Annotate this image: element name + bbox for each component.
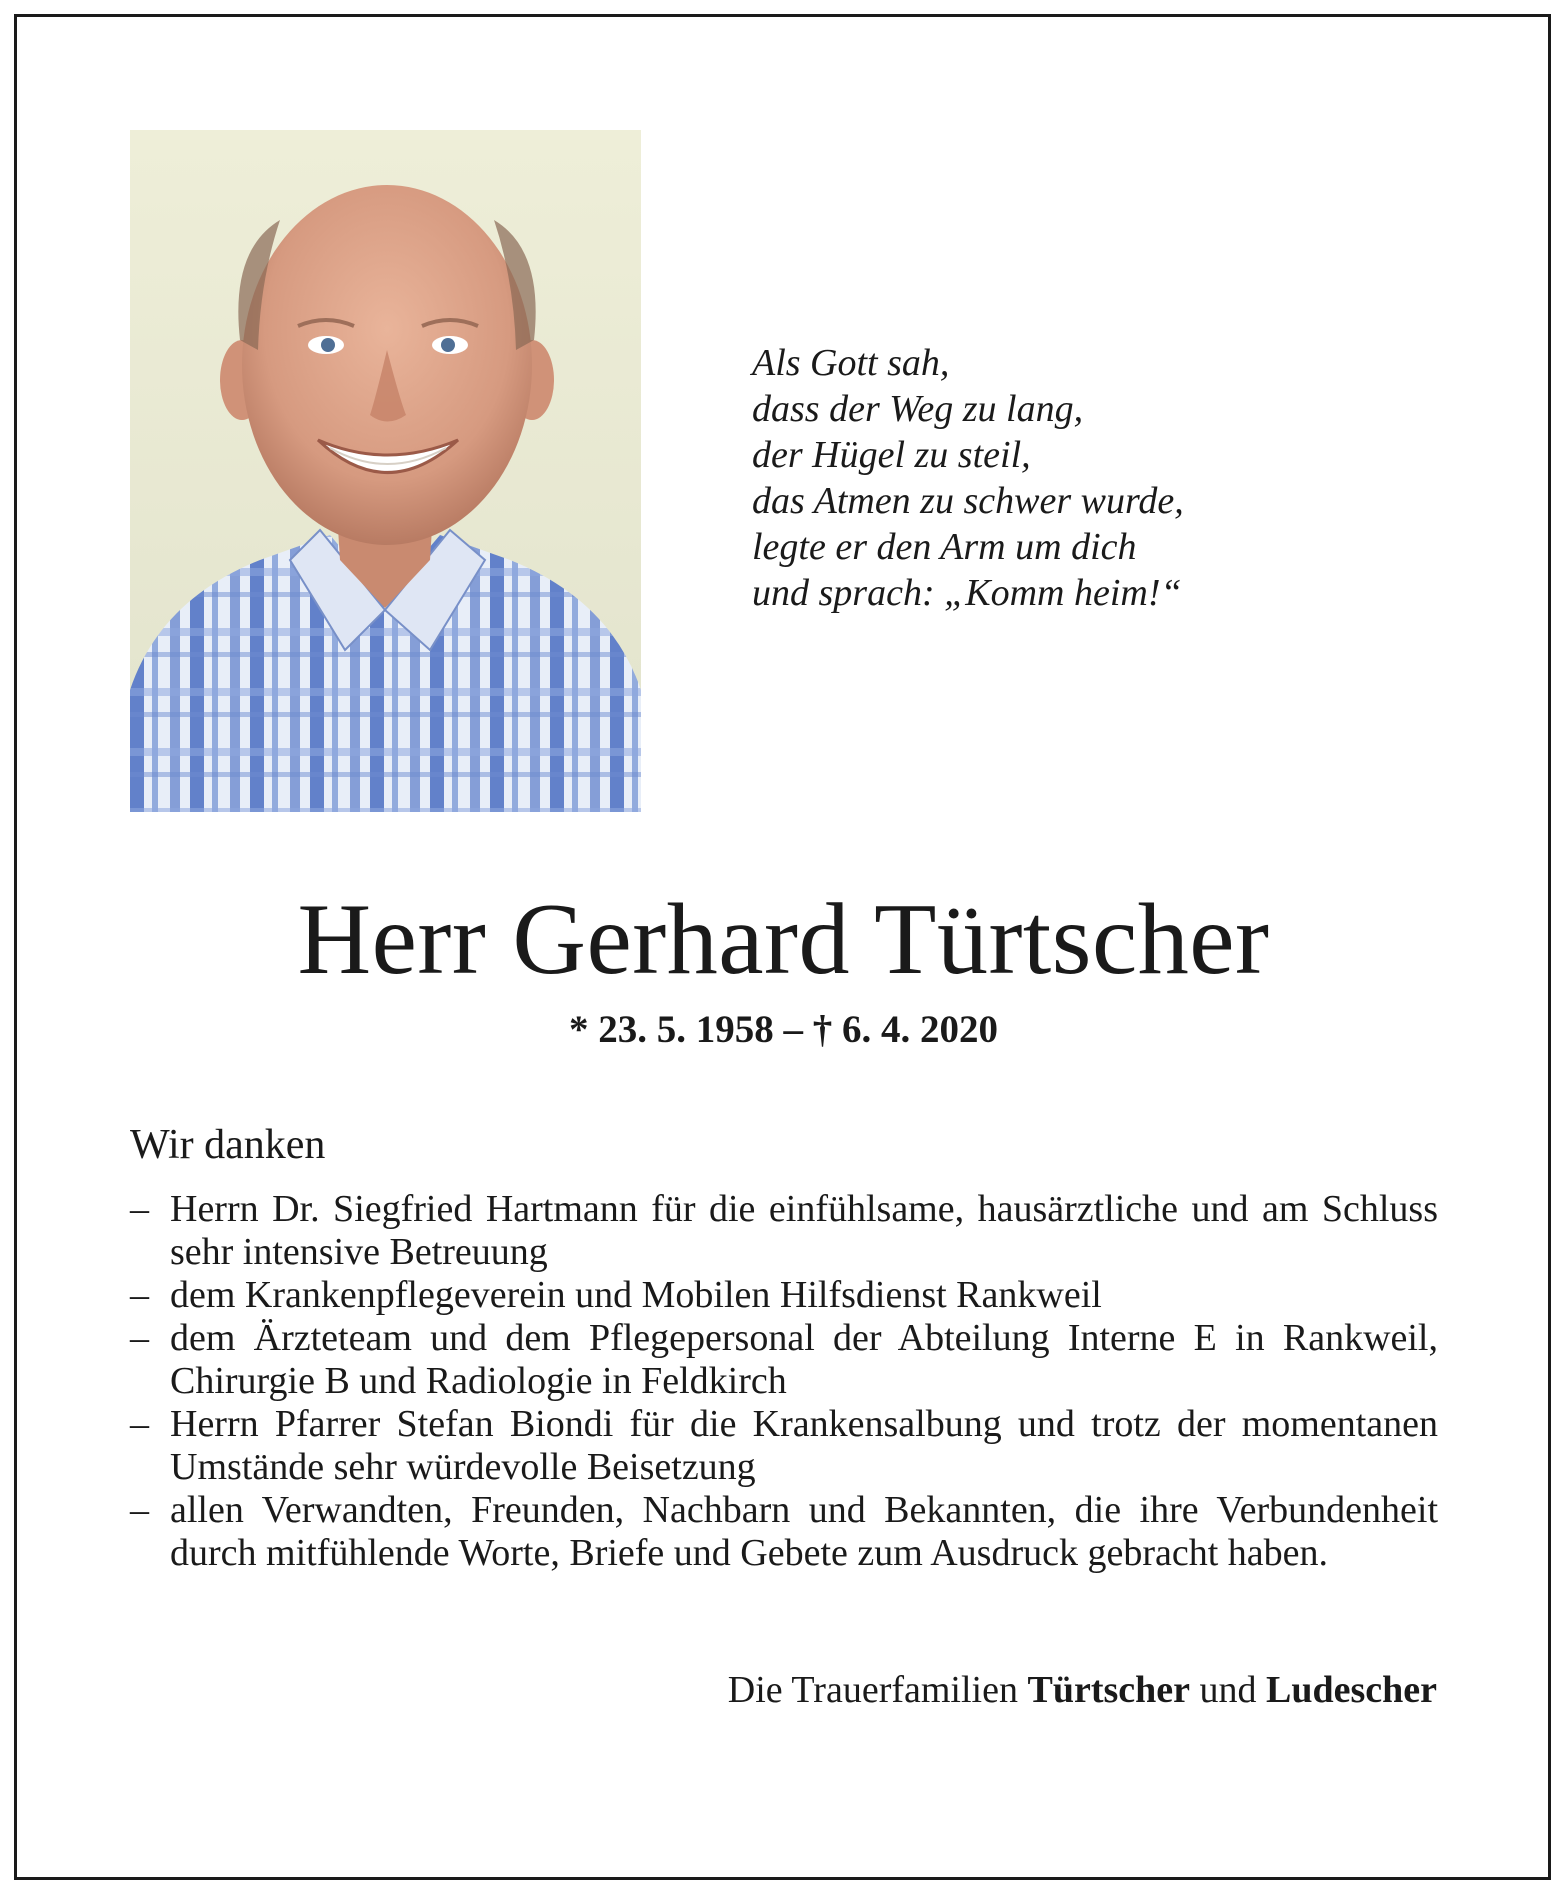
portrait-photo: [130, 130, 641, 812]
list-item: [130, 1489, 1438, 1575]
list-item-text: dem Ärzteteam und dem Pflegepersonal der Abteilung Interne E in Rankweil, Chirurgie B und Radiologie in Feldkirch: [170, 1317, 1438, 1402]
list-item: [130, 1317, 1438, 1403]
signature-family-1: Türtscher: [1027, 1669, 1190, 1711]
list-item-text: allen Verwandten, Freunden, Nachbarn und Bekannten, die ihre Verbundenheit durch mitfühlende Worte, Briefe und Gebete zum Ausdruck gebracht haben.: [170, 1489, 1438, 1574]
list-dash: –: [130, 1489, 149, 1531]
poem-line: Als Gott sah,: [752, 342, 950, 384]
deceased-name: Herr Gerhard Türtscher: [297, 883, 1270, 996]
life-dates: * 23. 5. 1958 – † 6. 4. 2020: [569, 1008, 998, 1051]
thanks-list: [130, 1188, 1438, 1575]
list-item: [130, 1274, 1438, 1317]
list-item: [130, 1403, 1438, 1489]
signature-prefix: Die Trauerfamilien: [727, 1669, 1018, 1711]
list-item-text: Herrn Dr. Siegfried Hartmann für die einfühlsame, hausärztliche und am Schluss sehr intensive Betreuung: [170, 1188, 1438, 1273]
list-item-text: Herrn Pfarrer Stefan Biondi für die Krankensalbung und trotz der momentanen Umstände sehr würdevolle Beisetzung: [170, 1403, 1438, 1488]
signature-family-2: Ludescher: [1266, 1669, 1437, 1711]
family-signature: [728, 1666, 1437, 1714]
list-item: [130, 1188, 1438, 1274]
memorial-poem: [752, 340, 1312, 616]
signature-conjunction: und: [1199, 1669, 1257, 1711]
poem-line: das Atmen zu schwer wurde,: [752, 480, 1184, 522]
thanks-heading: Wir danken: [130, 1122, 326, 1168]
list-dash: –: [130, 1317, 149, 1359]
poem-line: und sprach: „Komm heim!“: [752, 572, 1182, 614]
poem-line: der Hügel zu steil,: [752, 434, 1031, 476]
list-dash: –: [130, 1403, 149, 1445]
poem-line: dass der Weg zu lang,: [752, 388, 1084, 430]
poem-line: legte er den Arm um dich: [752, 526, 1137, 568]
portrait-illustration: [130, 130, 641, 812]
list-item-text: dem Krankenpflegeverein und Mobilen Hilfsdienst Rankweil: [170, 1274, 1102, 1316]
list-dash: –: [130, 1274, 149, 1316]
list-dash: –: [130, 1188, 149, 1230]
